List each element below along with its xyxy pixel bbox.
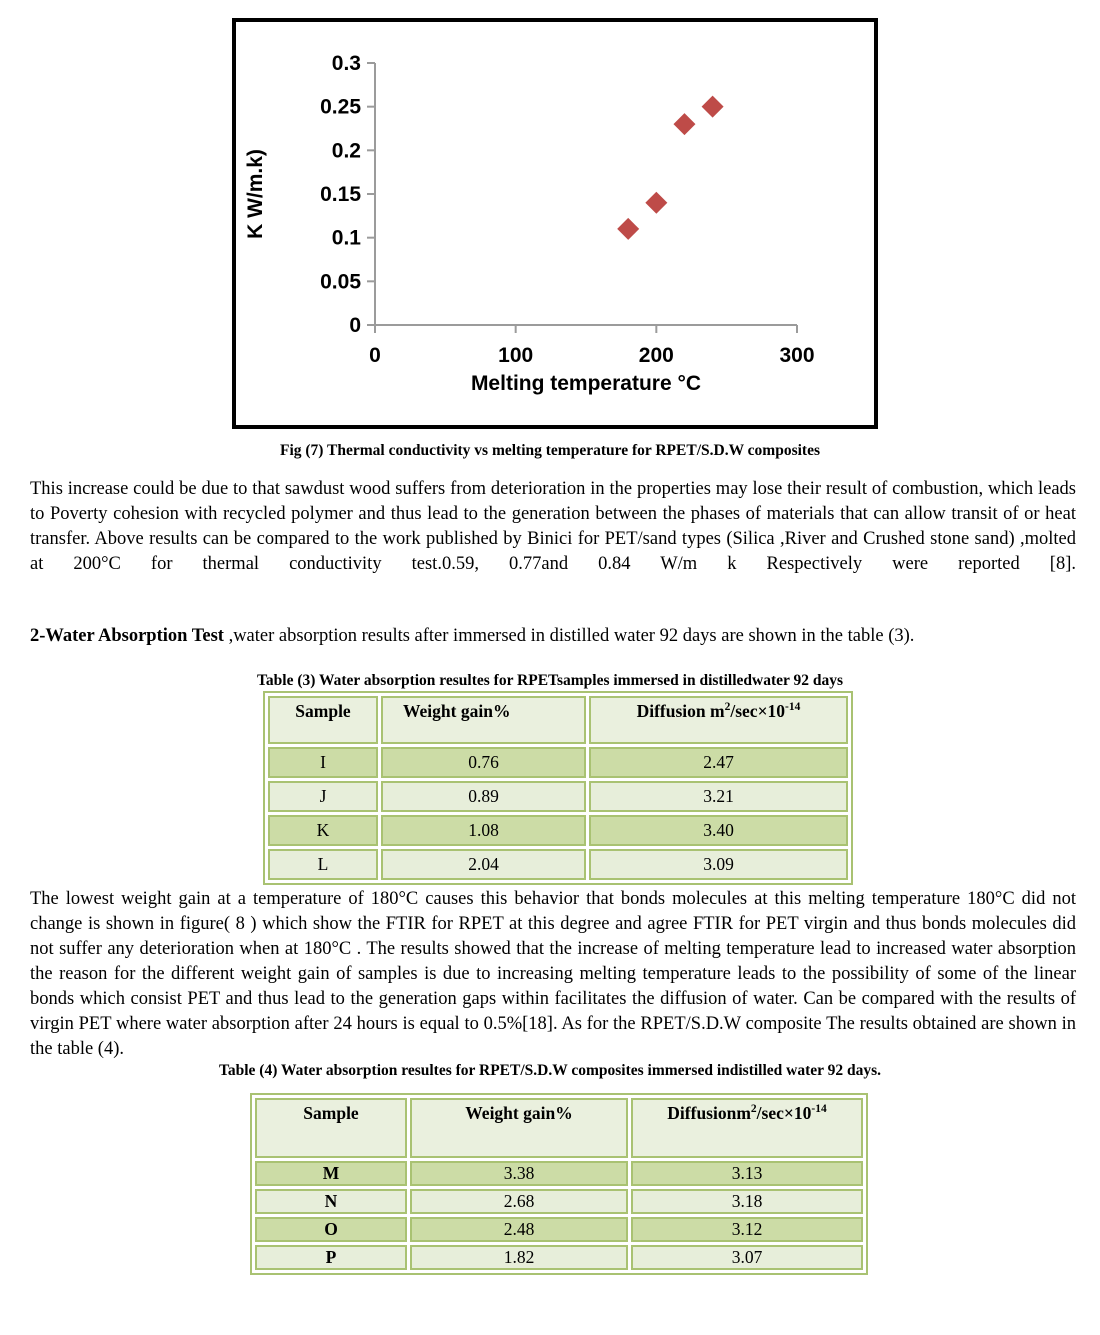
table-cell-diffusion: 3.18 bbox=[631, 1189, 863, 1214]
table-cell-diffusion: 3.07 bbox=[631, 1245, 863, 1270]
figure7-chart-frame bbox=[232, 18, 878, 429]
table3-header-diffusion: Diffusion $m^2/\sec\times 10^{-14}$ bbox=[589, 696, 848, 744]
table-cell-diffusion: 2.47 bbox=[589, 747, 848, 778]
x-tick-label: 100 bbox=[498, 344, 534, 367]
figure7-caption: Fig (7) Thermal conductivity vs melting temperature for RPET/S.D.W composites bbox=[279, 442, 820, 459]
table4-header-diffusion: $Diffusionm^2/\sec\times 10^{-14}$ bbox=[631, 1098, 863, 1158]
table-cell-sample: J bbox=[268, 781, 378, 812]
table-cell-weight: 2.68 bbox=[410, 1189, 628, 1214]
table3-header-row bbox=[268, 696, 848, 744]
paragraph-water-absorption-discussion: The lowest weight gain at a temperature of 180°C causes this behavior that bonds molecules at this melting temperature 180°C did not change is shown in figure( 8 ) which show the FTIR for RPET at this degree and agree FTIR for PET virgin and thus bonds molecules did not suffer any deterioration when at 180°C . The results showed that the increase of melting temperature lead to increased water absorption the reason for the different weight gain of samples is due to increasing melting temperature leads to the possibility of some of the linear bonds which consist PET and thus lead to the generation gaps within facilitates the diffusion of water. Can be compared with the results of virgin PET where water absorption after 24 hours is equal to 0.5%[18]. As for the RPET/S.D.W composite The results obtained are shown in the table (4). bbox=[30, 889, 1076, 1059]
y-axis-title: K W/m.k) bbox=[244, 149, 267, 239]
table4-caption: Table (4) Water absorption resultes for RPET/S.D.W composites immersed indistilled water 92 days. bbox=[218, 1062, 882, 1079]
table3-water-absorption-rpet bbox=[263, 691, 853, 885]
table-cell-weight: 1.08 bbox=[381, 815, 586, 846]
table-cell-sample: N bbox=[255, 1189, 407, 1214]
x-axis-title: Melting temperature °C bbox=[470, 372, 702, 395]
table-cell-weight: 0.89 bbox=[381, 781, 586, 812]
table4-row-O bbox=[255, 1217, 863, 1242]
table-cell-weight: 2.48 bbox=[410, 1217, 628, 1242]
table4-header-sample: Sample bbox=[255, 1098, 407, 1158]
table-cell-diffusion: 3.21 bbox=[589, 781, 848, 812]
thermal-conductivity-scatter-chart bbox=[236, 22, 874, 425]
y-tick-label: 0 bbox=[349, 314, 361, 337]
section-water-absorption bbox=[30, 624, 1076, 649]
table4-row-M bbox=[255, 1161, 863, 1186]
data-point-diamond bbox=[645, 192, 667, 214]
table3-row-J bbox=[268, 781, 848, 812]
table-cell-sample: P bbox=[255, 1245, 407, 1270]
table3-caption: Table (3) Water absorption resultes for RPETsamples immersed in distilledwater 92 days bbox=[256, 672, 843, 689]
table-cell-weight: 1.82 bbox=[410, 1245, 628, 1270]
data-point-diamond bbox=[617, 218, 639, 240]
table-cell-diffusion: 3.13 bbox=[631, 1161, 863, 1186]
y-tick-label: 0.05 bbox=[320, 270, 361, 294]
table4-header-row bbox=[255, 1098, 863, 1158]
table4-water-absorption-composites bbox=[250, 1093, 868, 1275]
y-tick-label: 0.15 bbox=[320, 183, 361, 206]
data-point-diamond bbox=[673, 113, 695, 135]
table4-row-P bbox=[255, 1245, 863, 1270]
data-point-diamond bbox=[702, 96, 724, 118]
table-cell-sample: I bbox=[268, 747, 378, 778]
y-tick-label: 0.3 bbox=[331, 52, 361, 75]
table-cell-weight: 3.38 bbox=[410, 1161, 628, 1186]
y-tick-label: 0.2 bbox=[331, 139, 361, 163]
x-tick-label: 0 bbox=[369, 344, 381, 367]
table4-row-N bbox=[255, 1189, 863, 1214]
y-tick-label: 0.1 bbox=[331, 226, 361, 250]
section-water-absorption-heading: 2-Water Absorption Test bbox=[30, 626, 224, 646]
y-tick-label: 0.25 bbox=[320, 95, 361, 119]
table-cell-diffusion: 3.12 bbox=[631, 1217, 863, 1242]
table3-row-K bbox=[268, 815, 848, 846]
table-cell-sample: M bbox=[255, 1161, 407, 1186]
table-cell-sample: L bbox=[268, 849, 378, 880]
x-tick-label: 200 bbox=[638, 344, 674, 367]
table-cell-sample: O bbox=[255, 1217, 407, 1242]
table-cell-sample: K bbox=[268, 815, 378, 846]
table3-row-L bbox=[268, 849, 848, 880]
table4-header-weight-gain: Weight gain% bbox=[410, 1098, 628, 1158]
table-cell-diffusion: 3.40 bbox=[589, 815, 848, 846]
table-cell-weight: 0.76 bbox=[381, 747, 586, 778]
table-cell-diffusion: 3.09 bbox=[589, 849, 848, 880]
table3-row-I bbox=[268, 747, 848, 778]
table3-header-weight-gain: Weight gain% bbox=[381, 696, 586, 744]
table-cell-weight: 2.04 bbox=[381, 849, 586, 880]
section-water-absorption-text: ,water absorption results after immersed in distilled water 92 days are shown in the table (3). bbox=[223, 626, 915, 646]
x-tick-label: 300 bbox=[779, 344, 815, 367]
paragraph-thermal-discussion: This increase could be due to that sawdust wood suffers from deterioration in the properties may lose their result of combustion, which leads to Poverty cohesion with recycled polymer and thus lead to the generation between the phases of materials that can allow transit of or heat transfer. Above results can be compared to the work published by Binici for PET/sand types (Silica ,River and Crushed stone sand) ,molted at 200°C for thermal conductivity test.0.59, 0.77and 0.84 W/m k Respectively were reported [8]. bbox=[30, 479, 1076, 574]
table3-header-sample: Sample bbox=[268, 696, 378, 744]
